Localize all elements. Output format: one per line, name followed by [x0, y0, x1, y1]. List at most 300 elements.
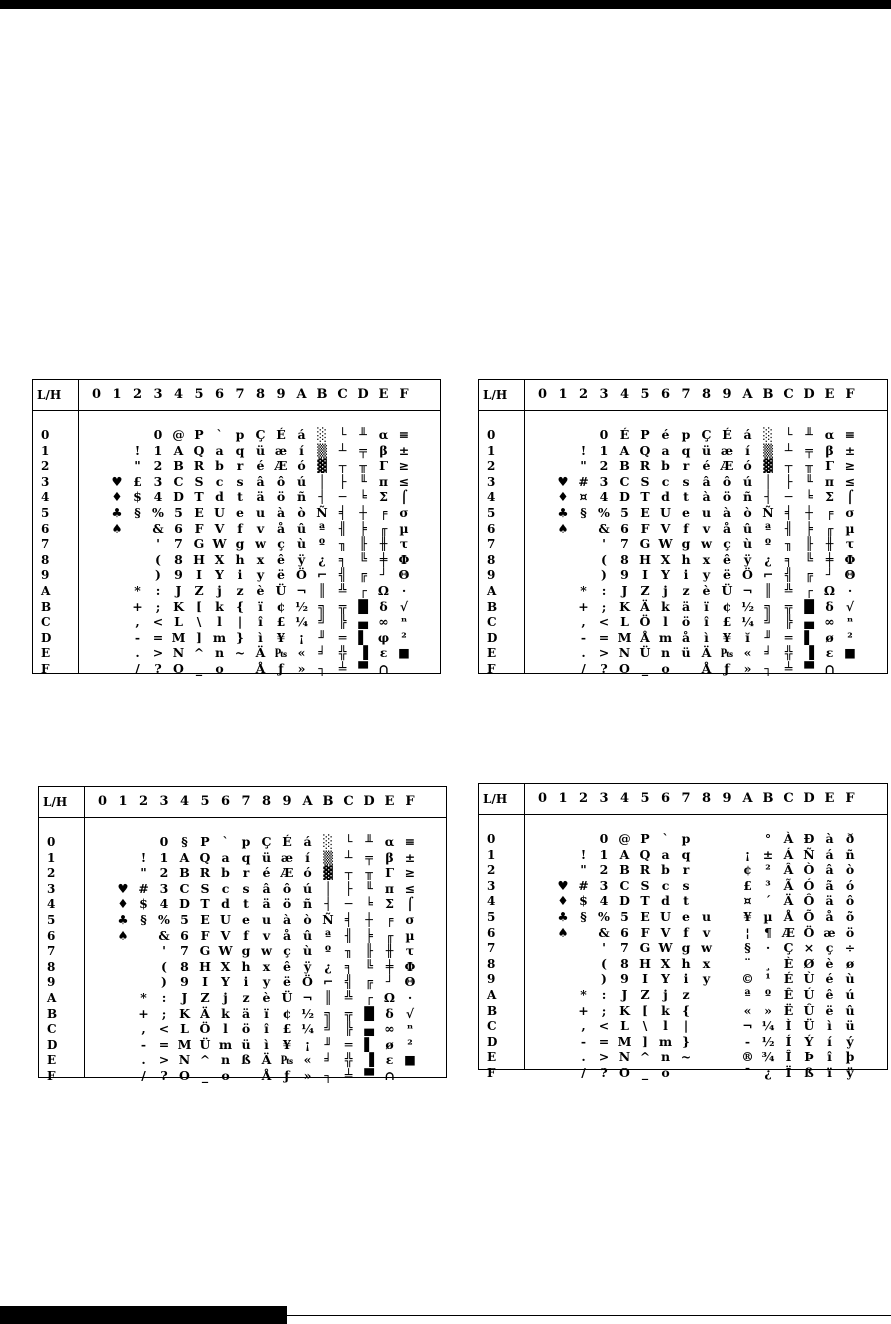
glyph-cell: [89, 458, 104, 474]
glyph-cell: #: [578, 877, 589, 893]
glyph-cell: r: [682, 458, 690, 474]
row-header: F: [47, 1069, 56, 1083]
column-header: 9: [276, 387, 286, 402]
glyph-cell: Æ: [280, 865, 294, 881]
glyph-cell: ±: [844, 442, 856, 458]
glyph-cell: [535, 956, 550, 972]
glyph-cell: ¿: [764, 551, 772, 567]
glyph-cell: [576, 427, 591, 443]
row-header: 3: [487, 878, 496, 893]
glyph-cell: º: [764, 987, 772, 1002]
glyph-cell: }: [681, 1033, 691, 1049]
glyph-cell: [679, 661, 694, 677]
column-header: 3: [153, 387, 163, 402]
glyph-cell: a: [221, 849, 230, 865]
glyph-cell: 3: [599, 877, 609, 893]
glyph-cell: [556, 645, 571, 661]
glyph-cell: [556, 630, 571, 646]
glyph-cell: [397, 661, 412, 677]
glyph-cell: ╚: [365, 958, 373, 974]
glyph-cell: ╛: [324, 1052, 332, 1068]
glyph-cell: ╘: [365, 896, 373, 912]
glyph-cell: º: [318, 536, 326, 552]
glyph-cell: M: [171, 629, 186, 645]
glyph-cell: ╢: [784, 520, 793, 536]
glyph-cell: Y: [661, 567, 670, 583]
glyph-cell: ▐: [364, 1052, 374, 1068]
row-header: E: [487, 646, 497, 661]
glyph-cell: ■: [398, 645, 410, 661]
glyph-cell: É: [276, 427, 286, 442]
glyph-cell: v: [702, 924, 711, 940]
glyph-cell: -: [744, 1033, 751, 1049]
glyph-cell: §: [181, 834, 188, 849]
glyph-cell: [89, 443, 104, 459]
glyph-cell: ¯: [744, 1065, 751, 1080]
glyph-cell: Φ: [404, 958, 416, 974]
glyph-cell: 4: [599, 489, 609, 505]
glyph-cell: ╩: [338, 583, 347, 598]
glyph-cell: [535, 847, 550, 863]
glyph-cell: ¹: [765, 971, 771, 987]
glyph-cell: f: [683, 520, 689, 536]
glyph-cell: à: [722, 505, 732, 520]
glyph-cell: Ü: [275, 583, 287, 598]
glyph-cell: -: [580, 629, 587, 645]
glyph-cell: ú: [302, 880, 313, 896]
glyph-cell: [110, 645, 125, 661]
glyph-cell: ╦: [784, 598, 793, 614]
column-header: B: [316, 387, 328, 402]
glyph-cell: q: [235, 442, 245, 458]
glyph-cell: [116, 959, 131, 975]
glyph-cell: [89, 552, 104, 568]
glyph-cell: (: [601, 955, 607, 971]
glyph-cell: 2: [153, 458, 163, 474]
glyph-cell: Å: [783, 909, 794, 924]
corner-label: L/H: [483, 388, 508, 402]
table-row: [479, 567, 887, 583]
row-header: A: [487, 584, 497, 598]
glyph-cell: =: [598, 629, 610, 645]
glyph-cell: b: [215, 458, 224, 474]
glyph-cell: ╚: [359, 551, 367, 567]
glyph-cell: ╙: [805, 473, 813, 489]
glyph-cell: ╪: [385, 958, 394, 974]
glyph-cell: └: [338, 427, 347, 442]
glyph-cell: ]: [196, 629, 202, 645]
column-header: 5: [640, 387, 650, 402]
glyph-cell: *: [580, 987, 587, 1002]
glyph-cell: ó: [297, 458, 306, 474]
glyph-cell: ╟: [359, 536, 367, 552]
glyph-cell: [535, 1018, 550, 1034]
glyph-cell: p: [681, 831, 691, 846]
glyph-cell: ╘: [805, 489, 813, 505]
glyph-cell: ╫: [825, 536, 834, 552]
glyph-cell: `: [222, 834, 229, 849]
glyph-cell: ,: [581, 1018, 586, 1034]
glyph-cell: [535, 1049, 550, 1065]
glyph-cell: ╗: [764, 598, 772, 614]
glyph-cell: ╥: [365, 865, 373, 881]
glyph-cell: ╙: [365, 880, 373, 896]
glyph-cell: [89, 521, 104, 537]
glyph-cell: [720, 862, 735, 878]
glyph-cell: Å: [255, 661, 266, 676]
glyph-cell: H: [639, 551, 651, 567]
glyph-cell: [: [196, 598, 202, 614]
glyph-cell: ï: [704, 598, 709, 614]
glyph-cell: y: [262, 974, 271, 990]
glyph-cell: ♠: [557, 924, 569, 940]
glyph-cell: §: [580, 505, 587, 520]
glyph-cell: U: [220, 912, 231, 927]
glyph-cell: Ü: [721, 583, 733, 598]
glyph-cell: ë: [283, 974, 291, 990]
table-row: [479, 893, 887, 909]
glyph-cell: [95, 896, 110, 912]
glyph-cell: [535, 1034, 550, 1050]
glyph-cell: ¥: [276, 629, 286, 645]
glyph-cell: Z: [194, 583, 204, 598]
glyph-cell: ¼: [300, 1021, 315, 1037]
glyph-cell: ♦: [557, 893, 569, 909]
glyph-cell: :: [161, 990, 167, 1005]
glyph-cell: \: [642, 1018, 648, 1034]
glyph-cell: K: [173, 598, 184, 614]
glyph-cell: ª: [324, 927, 332, 943]
glyph-cell: Þ: [804, 1049, 814, 1065]
glyph-cell: Ä: [701, 645, 712, 661]
row-header: 6: [47, 928, 56, 943]
charset-table-3: [38, 786, 447, 1083]
table-row: [39, 990, 446, 1006]
glyph-cell: [556, 1049, 571, 1065]
glyph-cell: +: [578, 1002, 589, 1018]
glyph-cell: 1: [599, 846, 609, 862]
glyph-cell: ²: [847, 629, 853, 645]
glyph-cell: [89, 427, 104, 443]
glyph-cell: g: [681, 536, 691, 552]
glyph-cell: [89, 661, 104, 677]
glyph-cell: [95, 990, 110, 1006]
glyph-cell: å: [722, 520, 732, 536]
glyph-cell: [556, 567, 571, 583]
table-row: [479, 1018, 887, 1034]
glyph-cell: I: [202, 974, 208, 990]
glyph-cell: [239, 1068, 254, 1084]
column-header: 3: [599, 791, 609, 806]
glyph-cell: e: [682, 505, 690, 520]
glyph-cell: ■: [844, 645, 856, 661]
glyph-cell: ¸: [764, 955, 772, 971]
glyph-cell: [535, 1065, 550, 1081]
glyph-cell: s: [236, 473, 244, 489]
glyph-cell: ≥: [398, 458, 410, 474]
glyph-cell: ╚: [805, 551, 813, 567]
glyph-cell: [89, 536, 104, 552]
column-header: 0: [91, 387, 102, 402]
glyph-cell: [556, 987, 571, 1003]
glyph-cell: [535, 614, 550, 630]
glyph-cell: .: [581, 1049, 586, 1065]
glyph-cell: ╧: [784, 661, 793, 676]
header-row: [479, 784, 887, 815]
glyph-cell: î: [827, 1049, 832, 1065]
column-header: 1: [558, 791, 568, 806]
glyph-cell: τ: [399, 536, 409, 552]
glyph-cell: a: [661, 846, 670, 862]
glyph-cell: 5: [620, 909, 629, 924]
glyph-cell: B: [179, 865, 190, 881]
glyph-cell: ©: [741, 971, 754, 987]
glyph-cell: [95, 912, 110, 928]
row-header: 4: [487, 894, 496, 909]
glyph-cell: /: [141, 1068, 146, 1083]
glyph-cell: Û: [803, 1002, 815, 1018]
glyph-cell: å: [276, 520, 286, 536]
glyph-cell: ╝: [324, 1021, 332, 1037]
glyph-cell: [535, 583, 550, 599]
glyph-cell: K: [619, 598, 630, 614]
glyph-cell: N: [178, 1052, 191, 1068]
glyph-cell: ┘: [825, 567, 834, 583]
glyph-cell: ╤: [365, 849, 373, 865]
glyph-cell: ±: [404, 849, 416, 865]
glyph-cell: ð: [845, 831, 855, 846]
glyph-cell: [89, 505, 104, 521]
glyph-cell: ö: [845, 924, 855, 940]
row-header: 9: [47, 975, 56, 990]
glyph-cell: ¦: [745, 924, 750, 940]
glyph-cell: B: [619, 458, 630, 474]
column-header: F: [405, 794, 415, 809]
glyph-cell: ⌠: [400, 489, 408, 505]
glyph-cell: ∩: [824, 661, 835, 676]
glyph-cell: /: [581, 661, 586, 676]
glyph-cell: ': [162, 943, 166, 959]
glyph-cell: 1: [159, 849, 169, 865]
glyph-cell: F: [194, 520, 204, 536]
glyph-cell: ": [580, 862, 587, 878]
glyph-cell: ¬: [742, 1018, 753, 1034]
glyph-cell: Ü: [803, 1018, 815, 1034]
glyph-cell: π: [824, 473, 835, 489]
glyph-cell: ¡: [304, 1036, 311, 1052]
glyph-cell: t: [237, 489, 243, 505]
glyph-cell: 0: [159, 834, 169, 849]
column-header: A: [302, 794, 313, 809]
glyph-cell: Æ: [720, 458, 734, 474]
glyph-cell: ò: [743, 505, 752, 520]
glyph-cell: 9: [174, 567, 183, 583]
glyph-cell: %: [158, 912, 170, 927]
glyph-cell: ╬: [344, 1052, 353, 1068]
glyph-cell: @: [618, 831, 631, 846]
table-row: [479, 847, 887, 863]
glyph-cell: ♠: [111, 520, 123, 536]
glyph-cell: 9: [620, 971, 629, 987]
header-row: [39, 787, 446, 818]
glyph-cell: ♠: [557, 520, 569, 536]
glyph-cell: ♦: [111, 489, 123, 505]
column-header: D: [803, 791, 815, 806]
glyph-cell: M: [177, 1036, 192, 1052]
glyph-cell: ¼: [761, 1018, 775, 1034]
glyph-cell: ╠: [784, 614, 793, 630]
glyph-cell: l: [663, 614, 668, 630]
column-header: A: [296, 387, 307, 402]
glyph-cell: Θ: [404, 974, 416, 990]
glyph-cell: ¢: [743, 862, 752, 878]
glyph-cell: [699, 987, 714, 1003]
glyph-cell: δ: [379, 598, 388, 614]
glyph-cell: ≤: [404, 880, 416, 896]
glyph-cell: ┴: [344, 849, 353, 865]
glyph-cell: ≤: [844, 473, 856, 489]
glyph-cell: b: [221, 865, 230, 881]
glyph-cell: ║: [764, 583, 772, 598]
glyph-cell: 6: [620, 924, 629, 940]
glyph-cell: ╡: [344, 912, 353, 927]
glyph-cell: [556, 458, 571, 474]
glyph-cell: [95, 928, 110, 944]
glyph-cell: ╪: [379, 551, 388, 567]
glyph-cell: [556, 1065, 571, 1081]
glyph-cell: º: [324, 943, 332, 959]
column-header: 7: [681, 387, 691, 402]
row-header: 4: [47, 897, 56, 912]
glyph-cell: [95, 959, 110, 975]
glyph-cell: «: [297, 645, 306, 661]
glyph-cell: ): [601, 971, 607, 987]
glyph-cell: }: [235, 629, 245, 645]
glyph-cell: å: [282, 927, 292, 943]
table-row: [39, 912, 446, 928]
glyph-cell: ½: [740, 598, 755, 614]
glyph-cell: æ: [274, 442, 288, 458]
glyph-cell: à: [276, 505, 286, 520]
glyph-cell: 1: [599, 442, 609, 458]
glyph-cell: >: [598, 645, 610, 661]
glyph-cell: !: [580, 846, 587, 862]
column-header: 7: [235, 387, 245, 402]
glyph-cell: ▌: [804, 629, 814, 645]
glyph-cell: õ: [845, 909, 855, 924]
glyph-cell: 1: [153, 442, 163, 458]
row-header: 7: [487, 537, 496, 552]
glyph-cell: ¬: [302, 990, 313, 1005]
glyph-cell: ç: [277, 536, 285, 552]
glyph-cell: [535, 645, 550, 661]
column-header: B: [322, 794, 334, 809]
glyph-cell: +: [578, 598, 589, 614]
table-row: [33, 474, 440, 490]
glyph-cell: ║: [324, 990, 332, 1005]
glyph-cell: [699, 831, 714, 847]
table-row: [39, 865, 446, 881]
glyph-cell: æ: [720, 442, 734, 458]
glyph-cell: [116, 1021, 131, 1037]
glyph-cell: ÿ: [303, 958, 312, 974]
glyph-cell: ┘: [385, 974, 394, 990]
glyph-cell: |: [237, 614, 243, 630]
glyph-cell: Σ: [825, 489, 834, 505]
glyph-cell: ╠: [338, 614, 347, 630]
glyph-cell: Ä: [200, 1005, 210, 1021]
glyph-cell: ó: [303, 865, 312, 881]
glyph-cell: ≡: [404, 834, 416, 849]
row-header: 1: [47, 850, 56, 865]
footer-rule: [287, 1315, 891, 1316]
glyph-cell: ó: [845, 877, 855, 893]
table-row: [479, 862, 887, 878]
glyph-cell: ?: [600, 1065, 608, 1080]
glyph-cell: ╨: [805, 427, 813, 442]
glyph-cell: k: [661, 598, 670, 614]
glyph-cell: _: [201, 1068, 209, 1083]
glyph-cell: │: [318, 473, 326, 489]
column-header: F: [845, 791, 855, 806]
glyph-cell: ü: [845, 1018, 855, 1034]
glyph-cell: ┼: [359, 505, 367, 520]
glyph-cell: V: [660, 924, 671, 940]
glyph-cell: <: [152, 614, 164, 630]
glyph-cell: L: [180, 1021, 189, 1037]
column-header: 7: [681, 791, 691, 806]
glyph-cell: ╗: [318, 598, 326, 614]
glyph-cell: ö: [276, 489, 286, 505]
table-row: [39, 896, 446, 912]
glyph-cell: R: [199, 865, 211, 881]
glyph-cell: T: [640, 489, 650, 505]
glyph-cell: [130, 427, 145, 443]
glyph-cell: c: [661, 473, 670, 489]
glyph-cell: :: [601, 583, 607, 598]
glyph-cell: î: [704, 614, 709, 630]
row-header: A: [47, 991, 57, 1005]
glyph-cell: »: [297, 661, 306, 676]
row-header: F: [487, 662, 496, 676]
glyph-cell: [95, 1068, 110, 1084]
glyph-cell: ⌐: [322, 974, 334, 990]
glyph-cell: M: [617, 629, 632, 645]
glyph-cell: ^: [639, 1049, 651, 1065]
glyph-cell: ²: [401, 629, 407, 645]
glyph-cell: ': [156, 536, 160, 552]
glyph-cell: Z: [640, 583, 650, 598]
glyph-cell: [116, 865, 131, 881]
glyph-cell: Γ: [825, 458, 834, 474]
glyph-cell: ë: [825, 1002, 834, 1018]
glyph-cell: X: [660, 551, 671, 567]
row-header: 4: [41, 490, 50, 505]
column-header: 9: [722, 791, 732, 806]
column-header: 5: [194, 387, 204, 402]
glyph-cell: â: [262, 880, 271, 896]
column-header: B: [762, 791, 774, 806]
glyph-cell: N: [618, 1049, 631, 1065]
glyph-cell: ┐: [764, 661, 772, 676]
glyph-cell: ╬: [784, 645, 793, 661]
column-header: F: [399, 387, 409, 402]
glyph-cell: [720, 1065, 735, 1081]
glyph-cell: ±: [762, 846, 774, 862]
glyph-cell: °: [764, 831, 772, 846]
row-header: F: [487, 1066, 496, 1080]
glyph-cell: ô: [276, 473, 286, 489]
